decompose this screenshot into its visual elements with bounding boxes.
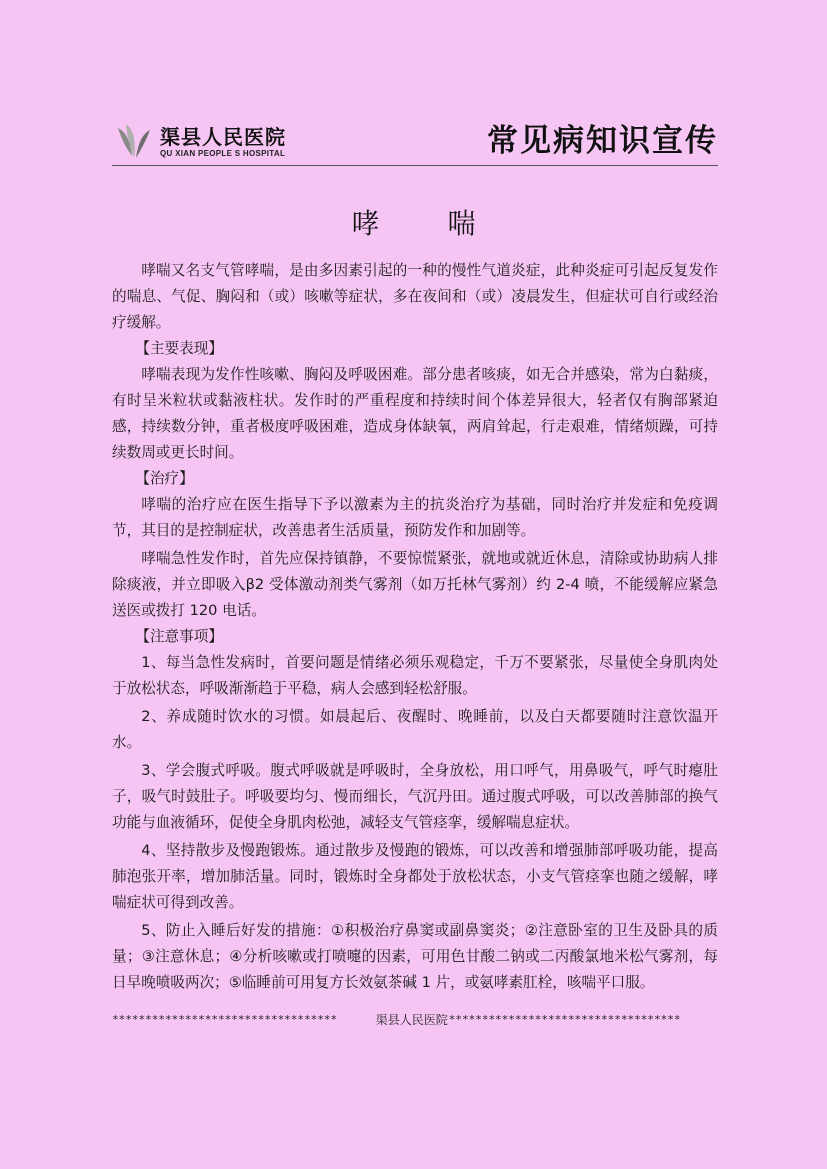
document-title: 哮 喘 xyxy=(351,207,496,240)
page-header xyxy=(112,118,718,165)
hospital-name-cn: 渠县人民医院 xyxy=(160,124,286,149)
acute-attack-paragraph: 哮喘急性发作时，首先应保持镇静，不要惊慌紧张，就地或就近休息，清除或协助病人排除痰液，并立即吸入β2 受体激动剂类气雾剂（如万托林气雾剂）约 2-4 喷，不能缓解应紧急送医或拨打 120 电话。 xyxy=(112,550,718,619)
hospital-logo-icon xyxy=(112,122,156,162)
hospital-logo xyxy=(112,122,286,162)
note-item-1: 1、每当急性发病时，首要问题是情绪必须乐观稳定，千万不要紧张，尽量使全身肌肉处于放松状态，呼吸渐渐趋于平稳，病人会感到轻松舒服。 xyxy=(112,654,718,697)
section-heading-symptoms: 【主要表现】 xyxy=(135,340,223,357)
footer-stars-left: ********************************** xyxy=(112,1013,338,1026)
intro-paragraph: 哮喘又名支气管哮喘，是由多因素引起的一种的慢性气道炎症，此种炎症可引起反复发作的喘息、气促、胸闷和（或）咳嗽等症状，多在夜间和（或）凌晨发生，但症状可自行或经治疗缓解。 xyxy=(112,262,718,331)
section-heading-notes: 【注意事项】 xyxy=(135,628,223,645)
footer-hospital-name: 渠县人民医院 xyxy=(375,1013,448,1027)
hospital-name-en: QU XIAN PEOPLE S HOSPITAL xyxy=(160,148,286,158)
symptoms-paragraph: 哮喘表现为发作性咳嗽、胸闷及呼吸困难。部分患者咳痰，如无合并感染，常为白黏痰，有时呈米粒状或黏液柱状。发作时的严重程度和持续时间个体差异很大，轻者仅有胸部紧迫感，持续数分钟，重者极度呼吸困难，造成身体缺氧，两肩耸起，行走艰难，情绪烦躁，可持续数周或更长时间。 xyxy=(112,366,718,461)
note-item-4: 4、坚持散步及慢跑锻炼。通过散步及慢跑的锻炼，可以改善和增强肺部呼吸功能，提高肺泡张开率，增加肺活量。同时，锻炼时全身都处于放松状态，小支气管痉挛也随之缓解，哮喘症状可得到改善。 xyxy=(112,842,718,911)
treatment-paragraph: 哮喘的治疗应在医生指导下予以激素为主的抗炎治疗为基础，同时治疗并发症和免疫调节，其目的是控制症状，改善患者生活质量，预防发作和加剧等。 xyxy=(112,496,718,539)
note-item-5: 5、防止入睡后好发的措施：①积极治疗鼻窦或副鼻窦炎；②注意卧室的卫生及卧具的质量；③注意休息；④分析咳嗽或打喷嚏的因素，可用色甘酸二钠或二丙酸氯地米松气雾剂，每日早晚喷吸两次；⑤临睡前可用复方长效氨茶碱 1 片，或氨哮素肛栓，咳喘平口服。 xyxy=(112,922,718,991)
document-body xyxy=(112,258,718,996)
note-item-3: 3、学会腹式呼吸。腹式呼吸就是呼吸时，全身放松，用口呼气，用鼻吸气，呼气时瘪肚子，吸气时鼓肚子。呼吸要均匀、慢而细长，气沉丹田。通过腹式呼吸，可以改善肺部的换气功能与血液循环，促使全身肌肉松弛，减轻支气管痉挛，缓解喘息症状。 xyxy=(112,762,718,831)
header-title: 常见病知识宣传 xyxy=(487,123,718,159)
section-heading-treatment: 【治疗】 xyxy=(135,470,194,487)
note-item-2: 2、养成随时饮水的习惯。如晨起后、夜醒时、晚睡前，以及白天都要随时注意饮温开水。 xyxy=(112,708,718,751)
footer-stars-right: *********************************** xyxy=(448,1013,681,1026)
page-footer xyxy=(112,1012,718,1028)
header-divider xyxy=(112,165,718,166)
